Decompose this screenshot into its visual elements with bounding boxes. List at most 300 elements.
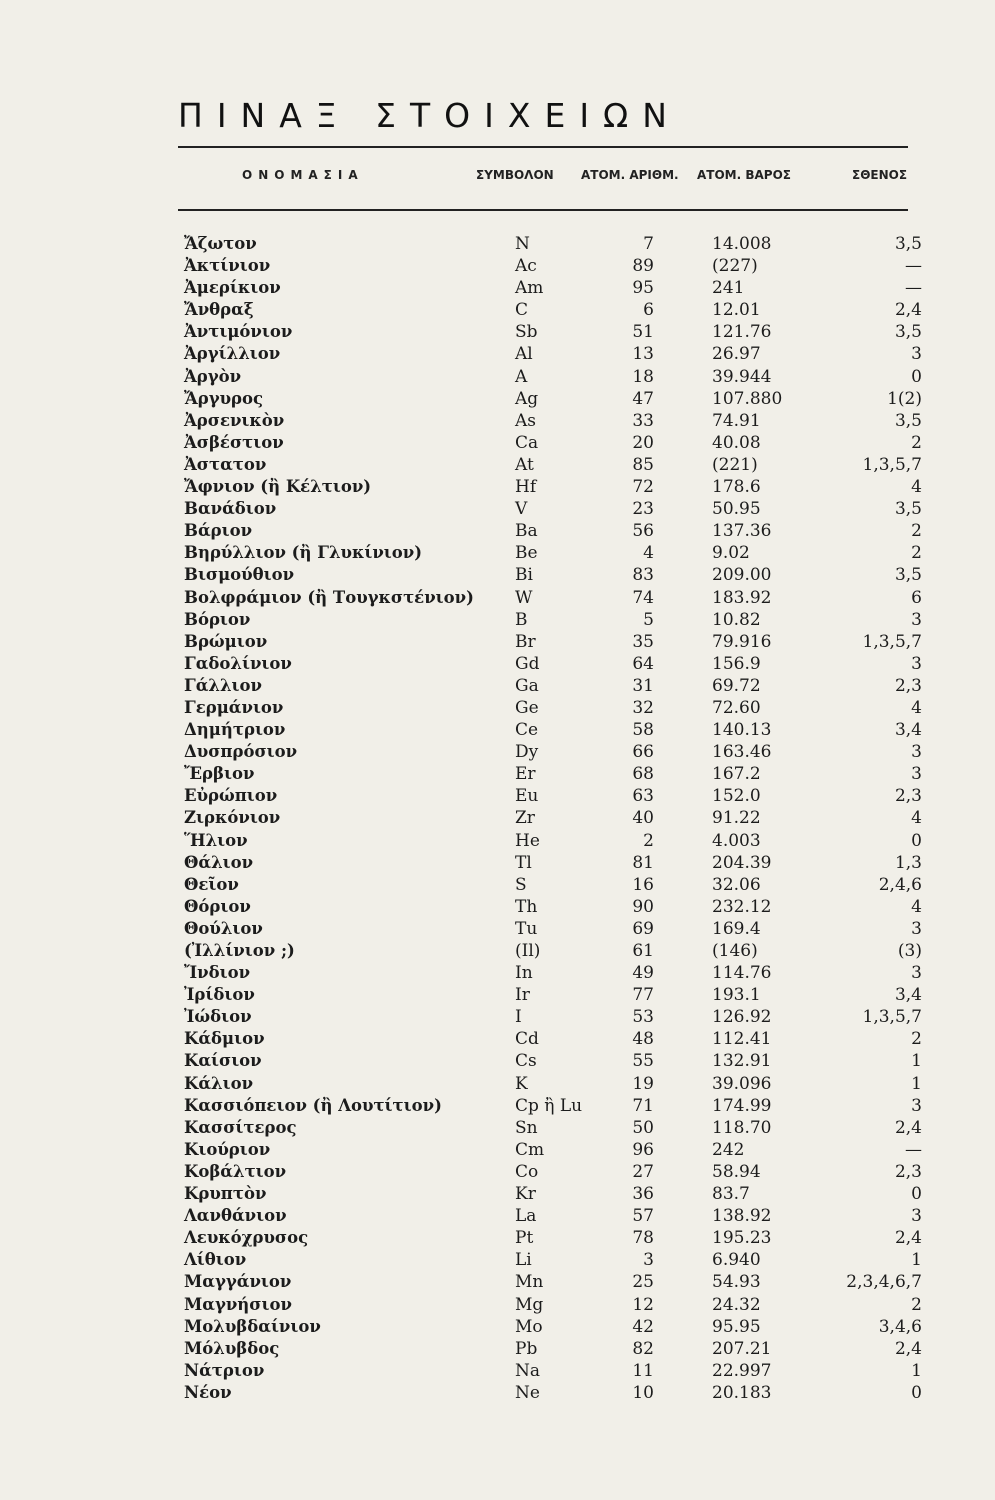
element-name: Ἄργυρος <box>184 388 264 408</box>
table-row <box>0 343 995 365</box>
atomic-weight: 207.21 <box>712 1338 772 1359</box>
valence: 1 <box>911 1360 922 1381</box>
table-row <box>0 631 995 653</box>
atomic-weight: 174.99 <box>712 1095 772 1116</box>
atomic-weight: 74.91 <box>712 410 761 431</box>
atomic-weight: 204.39 <box>712 852 772 873</box>
atomic-number: 10 <box>632 1382 654 1403</box>
atomic-weight: 95.95 <box>712 1316 761 1337</box>
table-row <box>0 454 995 476</box>
element-name: Ἀργὸν <box>184 366 242 386</box>
valence: 2,4 <box>894 1228 922 1249</box>
element-table <box>0 233 995 1404</box>
atomic-weight: 14.008 <box>712 234 772 254</box>
atomic-number: 64 <box>632 653 654 674</box>
atomic-number: 66 <box>632 742 654 763</box>
atomic-weight: 39.944 <box>712 366 772 387</box>
table-row <box>0 1161 995 1183</box>
atomic-weight: 242 <box>712 1139 745 1160</box>
element-symbol: La <box>515 1206 537 1227</box>
element-symbol: Al <box>515 344 533 365</box>
atomic-number: 36 <box>632 1184 654 1205</box>
table-row <box>0 719 995 741</box>
atomic-weight: 138.92 <box>712 1206 772 1227</box>
atomic-weight: 20.183 <box>712 1382 772 1403</box>
atomic-number: 7 <box>643 234 654 254</box>
valence: 3,5 <box>894 322 922 343</box>
table-row <box>0 609 995 631</box>
element-symbol: A <box>515 366 528 387</box>
element-name: Νάτριον <box>184 1360 265 1380</box>
atomic-weight: 24.32 <box>712 1294 761 1315</box>
element-symbol: Er <box>515 764 536 785</box>
element-symbol: C <box>515 300 529 321</box>
atomic-number: 95 <box>632 278 654 299</box>
table-row <box>0 830 995 852</box>
atomic-number: 81 <box>632 852 654 873</box>
element-symbol: Eu <box>515 786 539 807</box>
atomic-weight: 232.12 <box>712 896 772 917</box>
atomic-number: 47 <box>632 388 654 409</box>
valence: 1,3,5,7 <box>862 631 922 652</box>
element-symbol: V <box>515 499 528 520</box>
valence: 2,4 <box>894 300 922 321</box>
header-symbol: ΣΥΜΒΟΛΟΝ <box>476 168 554 182</box>
page-title: ΠΙΝΑΞ ΣΤΟΙΧΕΙΩΝ <box>178 96 681 135</box>
valence: 2,3,4,6,7 <box>846 1272 922 1293</box>
element-name: Λανθάνιον <box>184 1206 287 1226</box>
table-row <box>0 741 995 763</box>
table-row <box>0 852 995 874</box>
atomic-weight: 241 <box>712 278 745 299</box>
atomic-number: 33 <box>632 410 654 431</box>
element-name: Ἀρσενικὸν <box>184 410 285 430</box>
element-symbol: Kr <box>515 1184 536 1205</box>
table-row <box>0 255 995 277</box>
element-symbol: Ne <box>515 1382 540 1403</box>
valence: 1 <box>911 1051 922 1072</box>
atomic-number: 35 <box>632 631 654 652</box>
table-row <box>0 1028 995 1050</box>
atomic-weight: 156.9 <box>712 653 761 674</box>
header-valence: ΣΘΕΝΟΣ <box>852 168 908 182</box>
element-name: Μαγνήσιον <box>184 1294 292 1314</box>
atomic-number: 53 <box>632 1007 654 1028</box>
valence: 2 <box>911 1294 922 1315</box>
atomic-weight: 9.02 <box>712 543 750 564</box>
valence: 1 <box>911 1250 922 1271</box>
atomic-number: 56 <box>632 521 654 542</box>
valence: 0 <box>911 830 922 851</box>
table-row <box>0 299 995 321</box>
element-name: Βηρύλλιον (ἢ Γλυκίνιον) <box>184 543 423 563</box>
table-row <box>0 476 995 498</box>
element-name: Θόριον <box>184 896 251 916</box>
valence: 3 <box>911 742 922 763</box>
element-name: Ἀστατον <box>184 454 267 474</box>
table-row <box>0 1360 995 1382</box>
element-name: Κάδμιον <box>184 1029 265 1049</box>
element-name: Θεῖον <box>184 874 239 894</box>
atomic-weight: 79.916 <box>712 631 772 652</box>
element-symbol: Be <box>515 543 538 564</box>
element-symbol: N <box>515 234 530 254</box>
element-name: Ἀργίλλιον <box>184 344 281 364</box>
valence: 0 <box>911 1184 922 1205</box>
table-row <box>0 1249 995 1271</box>
element-symbol: Ir <box>515 985 530 1006</box>
atomic-number: 63 <box>632 786 654 807</box>
table-row <box>0 1139 995 1161</box>
atomic-number: 16 <box>632 874 654 895</box>
atomic-number: 2 <box>643 830 654 851</box>
element-name: Εὐρώπιον <box>184 786 278 806</box>
table-row <box>0 697 995 719</box>
element-name: Γερμάνιον <box>184 697 284 717</box>
atomic-number: 12 <box>632 1294 654 1315</box>
atomic-number: 71 <box>632 1095 654 1116</box>
atomic-number: 40 <box>632 808 654 829</box>
valence: 3 <box>911 609 922 630</box>
element-name: Δυσπρόσιον <box>184 742 298 762</box>
table-row <box>0 388 995 410</box>
valence: 3 <box>911 1095 922 1116</box>
element-symbol: Dy <box>515 742 539 763</box>
element-name: Δημήτριον <box>184 720 286 740</box>
valence: 3,5 <box>894 565 922 586</box>
valence: 1,3 <box>894 852 922 873</box>
element-symbol: Co <box>515 1161 539 1182</box>
element-symbol: I <box>515 1007 522 1028</box>
valence: (3) <box>897 941 922 961</box>
atomic-number: 57 <box>632 1206 654 1227</box>
element-symbol: Pt <box>515 1228 534 1249</box>
atomic-weight: 193.1 <box>712 985 761 1006</box>
element-symbol: Sb <box>515 322 538 343</box>
element-name: Κασσιόπειον (ἢ Λουτίτιον) <box>184 1095 442 1115</box>
valence: — <box>905 1139 922 1160</box>
element-symbol: Ag <box>515 388 539 409</box>
atomic-number: 96 <box>632 1139 654 1160</box>
element-symbol: Sn <box>515 1117 538 1138</box>
element-name: Ἰρίδιον <box>184 985 255 1005</box>
valence: 2,4 <box>894 1338 922 1359</box>
table-row <box>0 1227 995 1249</box>
table-row <box>0 542 995 564</box>
table-row <box>0 1183 995 1205</box>
element-symbol: Mo <box>515 1316 543 1337</box>
table-row <box>0 896 995 918</box>
element-symbol: Cs <box>515 1051 537 1072</box>
element-name: Ἄνθραξ <box>184 300 254 320</box>
table-row <box>0 785 995 807</box>
header-atomic-number: ΑΤΟΜ. ΑΡΙΘΜ. <box>581 168 679 182</box>
table-row <box>0 233 995 255</box>
element-symbol: Ce <box>515 720 539 741</box>
valence: 2,3 <box>894 1161 922 1182</box>
valence: 3,4 <box>894 720 922 741</box>
valence: 3 <box>911 653 922 674</box>
atomic-number: 89 <box>632 256 654 277</box>
atomic-weight: 39.096 <box>712 1073 772 1094</box>
atomic-number: 49 <box>632 963 654 984</box>
atomic-weight: (146) <box>712 941 758 961</box>
valence: — <box>905 256 922 277</box>
valence: 2,4,6 <box>878 874 922 895</box>
table-row <box>0 277 995 299</box>
element-symbol: Mn <box>515 1272 544 1293</box>
element-name: Ἀμερίκιον <box>184 278 281 298</box>
atomic-weight: 83.7 <box>712 1184 750 1205</box>
element-name: Ἀκτίνιον <box>184 256 271 276</box>
atomic-number: 51 <box>632 322 654 343</box>
element-name: Ἄφνιον (ἢ Κέλτιον) <box>184 477 372 497</box>
header-rule <box>178 209 908 211</box>
table-row <box>0 1205 995 1227</box>
atomic-weight: 40.08 <box>712 432 761 453</box>
table-row <box>0 498 995 520</box>
element-name: Βολφράμιον (ἢ Τουγκστένιον) <box>184 587 474 607</box>
valence: 3 <box>911 1206 922 1227</box>
element-name: Ἀσβέστιον <box>184 432 284 452</box>
element-name: Ζιρκόνιον <box>184 808 281 828</box>
atomic-weight: 163.46 <box>712 742 772 763</box>
valence: 2 <box>911 543 922 564</box>
atomic-weight: 32.06 <box>712 874 761 895</box>
atomic-number: 18 <box>632 366 654 387</box>
table-row <box>0 1382 995 1404</box>
valence: 3,4 <box>894 985 922 1006</box>
atomic-weight: 114.76 <box>712 963 772 984</box>
element-name: Κασσίτερος <box>184 1117 297 1137</box>
element-name: Κάλιον <box>184 1073 254 1093</box>
valence: 2 <box>911 521 922 542</box>
element-name: Γάλλιον <box>184 675 262 695</box>
element-name: Ἔρβιον <box>184 764 255 784</box>
element-symbol: Cm <box>515 1139 545 1160</box>
element-name: Θούλιον <box>184 918 263 938</box>
element-name: Βάριον <box>184 521 253 541</box>
valence: 3 <box>911 918 922 939</box>
valence: 0 <box>911 366 922 387</box>
atomic-weight: 6.940 <box>712 1250 761 1271</box>
atomic-weight: 69.72 <box>712 675 761 696</box>
atomic-number: 3 <box>643 1250 654 1271</box>
atomic-weight: 137.36 <box>712 521 772 542</box>
atomic-weight: 195.23 <box>712 1228 772 1249</box>
table-row <box>0 1117 995 1139</box>
atomic-weight: 26.97 <box>712 344 761 365</box>
element-symbol: He <box>515 830 540 851</box>
element-symbol: Hf <box>515 477 537 498</box>
valence: 3,5 <box>894 234 922 254</box>
atomic-weight: 169.4 <box>712 918 761 939</box>
table-row <box>0 432 995 454</box>
table-row <box>0 807 995 829</box>
valence: 2,3 <box>894 675 922 696</box>
element-name: Ἄζωτον <box>184 234 257 253</box>
table-row <box>0 1316 995 1338</box>
table-row <box>0 410 995 432</box>
element-symbol: Ga <box>515 675 539 696</box>
atomic-number: 4 <box>643 543 654 564</box>
atomic-weight: 209.00 <box>712 565 772 586</box>
element-name: Κοβάλτιον <box>184 1161 287 1181</box>
element-name: Ἴνδιον <box>184 963 251 983</box>
element-symbol: Pb <box>515 1338 538 1359</box>
valence: 4 <box>911 477 922 498</box>
atomic-weight: 12.01 <box>712 300 761 321</box>
table-row <box>0 962 995 984</box>
element-name: Θάλιον <box>184 852 254 872</box>
atomic-weight: 118.70 <box>712 1117 772 1138</box>
element-symbol: W <box>515 587 533 608</box>
valence: 3,5 <box>894 499 922 520</box>
valence: 4 <box>911 697 922 718</box>
header-name: ΟΝΟΜΑΣΙΑ <box>242 168 364 182</box>
element-name: Βισμούθιον <box>184 565 295 585</box>
atomic-number: 5 <box>643 609 654 630</box>
table-row <box>0 675 995 697</box>
valence: 2,4 <box>894 1117 922 1138</box>
element-symbol: Br <box>515 631 536 652</box>
element-symbol: (Il) <box>515 941 541 961</box>
element-symbol: Ac <box>515 256 537 277</box>
table-row <box>0 1050 995 1072</box>
element-symbol: B <box>515 609 528 630</box>
element-name: Μαγγάνιον <box>184 1272 292 1292</box>
atomic-number: 32 <box>632 697 654 718</box>
table-row <box>0 1338 995 1360</box>
atomic-weight: 58.94 <box>712 1161 761 1182</box>
table-row <box>0 321 995 343</box>
atomic-number: 78 <box>632 1228 654 1249</box>
table-row <box>0 564 995 586</box>
element-name: Κιούριον <box>184 1139 271 1159</box>
atomic-weight: 140.13 <box>712 720 772 741</box>
atomic-number: 55 <box>632 1051 654 1072</box>
element-name: Καίσιον <box>184 1051 262 1071</box>
atomic-number: 11 <box>632 1360 654 1381</box>
element-symbol: Ge <box>515 697 539 718</box>
atomic-number: 42 <box>632 1316 654 1337</box>
element-symbol: Gd <box>515 653 540 674</box>
valence: 1(2) <box>887 388 922 409</box>
table-row <box>0 653 995 675</box>
element-name: Λίθιον <box>184 1250 247 1270</box>
element-symbol: Cp ἢ Lu <box>515 1095 583 1116</box>
atomic-number: 85 <box>632 454 654 475</box>
element-symbol: Ba <box>515 521 538 542</box>
atomic-number: 23 <box>632 499 654 520</box>
header-atomic-weight: ΑΤΟΜ. ΒΑΡΟΣ <box>697 168 791 182</box>
table-row <box>0 1073 995 1095</box>
element-name: (Ἰλλίνιον ;) <box>184 941 295 960</box>
element-name: Βρώμιον <box>184 631 268 651</box>
table-row <box>0 940 995 962</box>
element-symbol: Bi <box>515 565 533 586</box>
atomic-number: 48 <box>632 1029 654 1050</box>
atomic-weight: 112.41 <box>712 1029 772 1050</box>
element-name: Βανάδιον <box>184 499 277 519</box>
atomic-number: 69 <box>632 918 654 939</box>
element-symbol: Na <box>515 1360 541 1381</box>
valence: — <box>905 278 922 299</box>
atomic-weight: 4.003 <box>712 830 761 851</box>
element-symbol: S <box>515 874 527 895</box>
atomic-weight: 167.2 <box>712 764 761 785</box>
atomic-weight: 10.82 <box>712 609 761 630</box>
atomic-number: 31 <box>632 675 654 696</box>
element-symbol: Li <box>515 1250 532 1271</box>
atomic-number: 25 <box>632 1272 654 1293</box>
valence: 3 <box>911 344 922 365</box>
atomic-number: 77 <box>632 985 654 1006</box>
atomic-number: 90 <box>632 896 654 917</box>
valence: 2 <box>911 432 922 453</box>
table-row <box>0 1294 995 1316</box>
element-name: Ἰώδιον <box>184 1007 252 1027</box>
valence: 4 <box>911 808 922 829</box>
valence: 3 <box>911 764 922 785</box>
atomic-weight: 72.60 <box>712 697 761 718</box>
element-name: Γαδολίνιον <box>184 653 292 673</box>
element-symbol: In <box>515 963 533 984</box>
atomic-weight: 121.76 <box>712 322 772 343</box>
element-symbol: Am <box>515 278 544 299</box>
atomic-weight: 183.92 <box>712 587 772 608</box>
atomic-number: 20 <box>632 432 654 453</box>
table-row <box>0 984 995 1006</box>
atomic-number: 72 <box>632 477 654 498</box>
element-symbol: As <box>515 410 537 431</box>
atomic-number: 74 <box>632 587 654 608</box>
table-row <box>0 918 995 940</box>
table-row <box>0 520 995 542</box>
atomic-number: 6 <box>643 300 654 321</box>
atomic-weight: 152.0 <box>712 786 761 807</box>
atomic-number: 50 <box>632 1117 654 1138</box>
element-name: Μόλυβδος <box>184 1338 280 1358</box>
element-symbol: Mg <box>515 1294 544 1315</box>
table-row <box>0 366 995 388</box>
valence: 1,3,5,7 <box>862 1007 922 1028</box>
element-name: Βόριον <box>184 609 251 629</box>
element-name: Ἀντιμόνιον <box>184 322 293 342</box>
element-name: Κρυπτὸν <box>184 1184 267 1204</box>
table-row <box>0 1095 995 1117</box>
element-symbol: Cd <box>515 1029 539 1050</box>
atomic-weight: 126.92 <box>712 1007 772 1028</box>
atomic-number: 19 <box>632 1073 654 1094</box>
element-symbol: Tu <box>515 918 538 939</box>
table-row <box>0 587 995 609</box>
atomic-number: 13 <box>632 344 654 365</box>
atomic-weight: 107.880 <box>712 388 783 409</box>
element-name: Νέον <box>184 1382 232 1402</box>
atomic-number: 58 <box>632 720 654 741</box>
table-row <box>0 1271 995 1293</box>
table-row <box>0 1006 995 1028</box>
element-name: Μολυβδαίνιον <box>184 1316 321 1336</box>
atomic-weight: 50.95 <box>712 499 761 520</box>
valence: 4 <box>911 896 922 917</box>
element-symbol: K <box>515 1073 528 1094</box>
atomic-weight: 132.91 <box>712 1051 772 1072</box>
valence: 6 <box>911 587 922 608</box>
element-symbol: Tl <box>515 852 532 873</box>
atomic-number: 61 <box>632 941 654 961</box>
